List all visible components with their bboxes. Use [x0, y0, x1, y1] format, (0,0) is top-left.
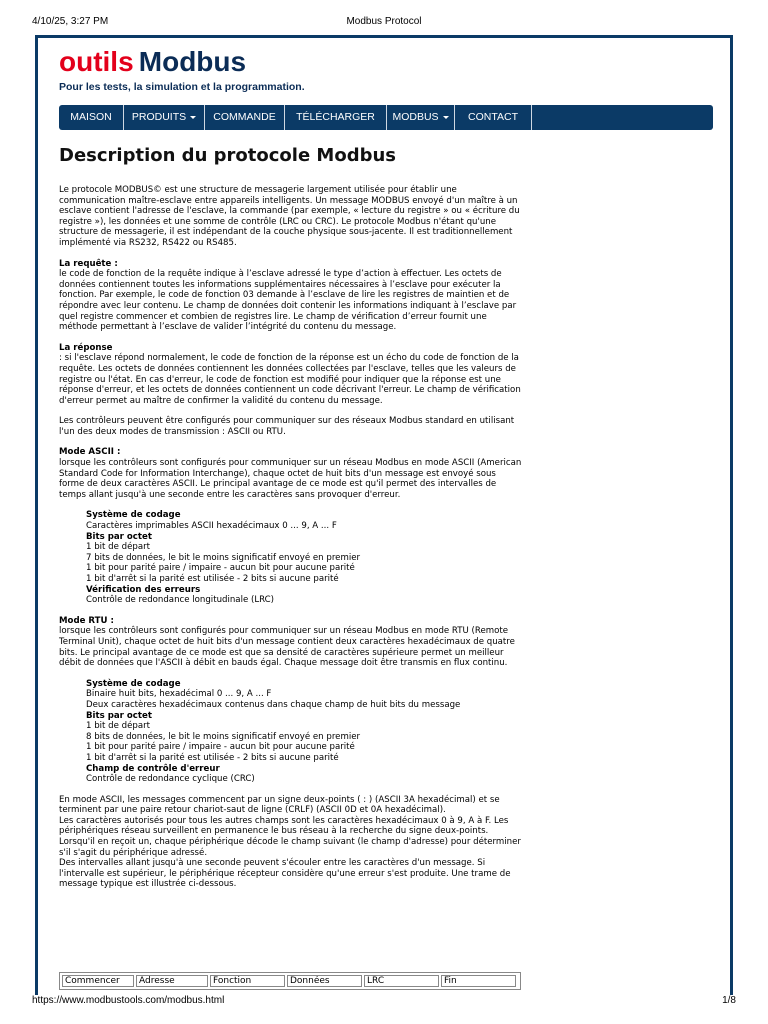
rtu-bits-line: 1 bit pour parité paire / impaire - aucun bit pour aucune parité — [86, 742, 355, 753]
print-title: Modbus Protocol — [346, 16, 422, 27]
rtu-section — [59, 616, 523, 669]
rtu-bits-heading: Bits par octet — [86, 710, 152, 721]
print-page-number: 1/8 — [722, 995, 736, 1006]
intro-paragraph: Le protocole MODBUS© est une structure de messagerie largement utilisée pour établir une communication maître-esclave entre appareils intelligents. Un message MODBUS envoyé d'un maître à un esclave contient l'adresse de l'esclave, la commande (par exemple, « lecture du registre » ou « écriture du registre »), les données et une somme de contrôle (LRC ou CRC). Le protocole Modbus n'étant qu'une structure de messagerie, il est indépendant de la couche physique sous-jacente. Il est traditionnellement implémenté via RS232, RS422 ou RS485. — [59, 185, 520, 248]
request-text: le code de fonction de la requête indique à l’esclave adressé le type d’action à effectuer. Les octets de données contiennent toutes les informations supplémentaires nécessaires à l’esclave pour exécuter la fonction. Par exemple, le code de fonction 03 demande à l’esclave de lire les registres de maintien et de répondre avec leur contenu. Le champ de données doit contenir les informations indiquant à l’esclave par quel registre commencer et combien de registres lire. Le champ de vérification d’erreur fournit une méthode permettant à l’esclave de valider l’intégrité du contenu du message. — [59, 269, 517, 333]
rtu-coding-line: Binaire huit bits, hexadécimal 0 ... 9, A ... F — [86, 689, 272, 700]
frame-cell-start: Commencer — [62, 975, 134, 987]
message-frame-table — [59, 972, 521, 990]
rtu-check-line: Contrôle de redondance cyclique (CRC) — [86, 774, 255, 785]
print-datetime: 4/10/25, 3:27 PM — [32, 16, 109, 27]
nav-item-maison[interactable] — [59, 105, 124, 130]
rtu-heading: Mode RTU : — [59, 615, 114, 626]
nav-item-modbus[interactable] — [387, 105, 455, 130]
response-text: : si l'esclave répond normalement, le code de fonction de la réponse est un écho du code de fonction de la requête. Les octets de données contiennent les données collectées par l'esclave, telles que les valeurs de registre ou l'état. En cas d'erreur, le code de fonction est modifié pour indiquer que la réponse est une réponse d'erreur, et les octets de données contiennent un code décrivant l'erreur. Le champ de vérification d'erreur permet au maître de confirmer la validité du contenu du message. — [59, 353, 521, 406]
nav-label: CONTACT — [468, 111, 518, 123]
frame-cell-end: Fin — [441, 975, 516, 987]
rtu-coding-line: Deux caractères hexadécimaux contenus dans chaque champ de huit bits du message — [86, 699, 461, 710]
ascii-bits-line: 1 bit d'arrêt si la parité est utilisée - 2 bits si aucune parité — [86, 574, 339, 584]
main-navigation — [59, 105, 713, 130]
brand-word-outils: outils — [59, 46, 134, 77]
frame-cell-address: Adresse — [136, 975, 208, 987]
article-body — [59, 145, 523, 900]
nav-label: MAISON — [70, 111, 112, 123]
rtu-bits-line: 1 bit d'arrêt si la parité est utilisée - 2 bits si aucune parité — [86, 752, 339, 763]
ascii-coding-heading: Système de codage — [86, 510, 181, 521]
caret-down-icon — [443, 116, 449, 119]
response-section — [59, 343, 523, 407]
web-page — [35, 35, 733, 995]
nav-label: MODBUS — [392, 111, 439, 123]
rtu-text: lorsque les contrôleurs sont configurés pour communiquer sur un réseau Modbus en mode RTU (Remote Terminal Unit), chaque octet de huit bits d'un message contient deux caractères hexadécimaux de quatre bits. Le principal avantage de ce mode est que sa densité de caractères supérieure permet un meilleur débit de données que l'ASCII à débit en bauds égal. Chaque message doit être transmis en flux continu. — [59, 626, 515, 669]
ascii-section — [59, 447, 523, 500]
ascii-bits-line: 1 bit pour parité paire / impaire - aucun bit pour aucune parité — [86, 563, 355, 574]
ascii-check-heading: Vérification des erreurs — [86, 584, 201, 595]
ascii-text: lorsque les contrôleurs sont configurés pour communiquer sur un réseau Modbus en mode ASCII (American Standard Code for Information Interchange), chaque octet de huit bits d'un message est envoyé sous forme de deux caractères ASCII. Le principal avantage de ce mode est qu'il permet des intervalles de temps allant jusqu'à une seconde entre les caractères sans provoquer d'erreur. — [59, 458, 522, 500]
ascii-bits-heading: Bits par octet — [86, 531, 152, 542]
ascii-details — [59, 510, 523, 605]
frame-cell-function: Fonction — [210, 975, 285, 987]
nav-label: TÉLÉCHARGER — [296, 111, 375, 123]
ascii-coding-line: Caractères imprimables ASCII hexadécimaux 0 ... 9, A ... F — [86, 521, 337, 532]
ascii-bits-line: 1 bit de départ — [86, 542, 150, 553]
caret-down-icon — [190, 116, 196, 119]
nav-item-telecharger[interactable] — [285, 105, 387, 130]
nav-label: COMMANDE — [213, 111, 276, 123]
frame-cell-data: Données — [287, 975, 362, 987]
ascii-frame-paragraph: En mode ASCII, les messages commencent par un signe deux-points ( : ) (ASCII 3A hexadécimal) et se terminent par une paire retour chariot-saut de ligne (CRLF) (ASCII 0D et 0A hexadécimal). — [59, 794, 500, 816]
request-heading: La requête : — [59, 258, 118, 269]
nav-item-commande[interactable] — [205, 105, 285, 130]
ascii-check-line: Contrôle de redondance longitudinale (LRC) — [86, 595, 275, 606]
rtu-check-heading: Champ de contrôle d'erreur — [86, 763, 220, 774]
intervals-paragraph: Des intervalles allant jusqu'à une seconde peuvent s'écouler entre les caractères d'un message. Si l'intervalle est supérieur, le périphérique récepteur considère qu'une erreur s'est produite. Une trame de message typique est illustrée ci-dessous. — [59, 858, 511, 890]
request-section — [59, 259, 523, 333]
page-title: Description du protocole Modbus — [59, 145, 397, 166]
print-header — [32, 16, 736, 30]
controllers-paragraph: Les contrôleurs peuvent être configurés pour communiquer sur des réseaux Modbus standard en utilisant l'un des deux modes de transmission : ASCII ou RTU. — [59, 416, 515, 437]
nav-label: PRODUITS — [131, 111, 187, 123]
nav-item-produits[interactable] — [124, 105, 205, 130]
rtu-bits-line: 1 bit de départ — [86, 721, 150, 732]
allowed-chars-paragraph: Les caractères autorisés pour tous les autres champs sont les caractères hexadécimaux 0 à 9, A à F. Les périphériques réseau surveillent en permanence le bus réseau à la recherche du signe deux-points. Lorsqu'il en reçoit un, chaque périphérique décode le champ suivant (le champ d'adresse) pour déterminer s'il s'agit du périphérique adressé. — [59, 815, 521, 858]
nav-item-contact[interactable] — [455, 105, 532, 130]
rtu-bits-line: 8 bits de données, le bit le moins significatif envoyé en premier — [86, 731, 361, 742]
rtu-coding-heading: Système de codage — [86, 678, 181, 689]
site-tagline: Pour les tests, la simulation et la programmation. — [59, 81, 305, 93]
site-logo[interactable] — [59, 46, 246, 80]
ascii-heading: Mode ASCII : — [59, 447, 121, 458]
ascii-bits-line: 7 bits de données, le bit le moins significatif envoyé en premier — [86, 552, 361, 563]
print-footer — [32, 995, 736, 1009]
brand-word-modbus: Modbus — [138, 46, 247, 77]
frame-cell-lrc: LRC — [364, 975, 439, 987]
print-url: https://www.modbustools.com/modbus.html — [32, 995, 225, 1006]
rtu-details — [59, 679, 523, 785]
response-heading: La réponse — [59, 342, 113, 353]
